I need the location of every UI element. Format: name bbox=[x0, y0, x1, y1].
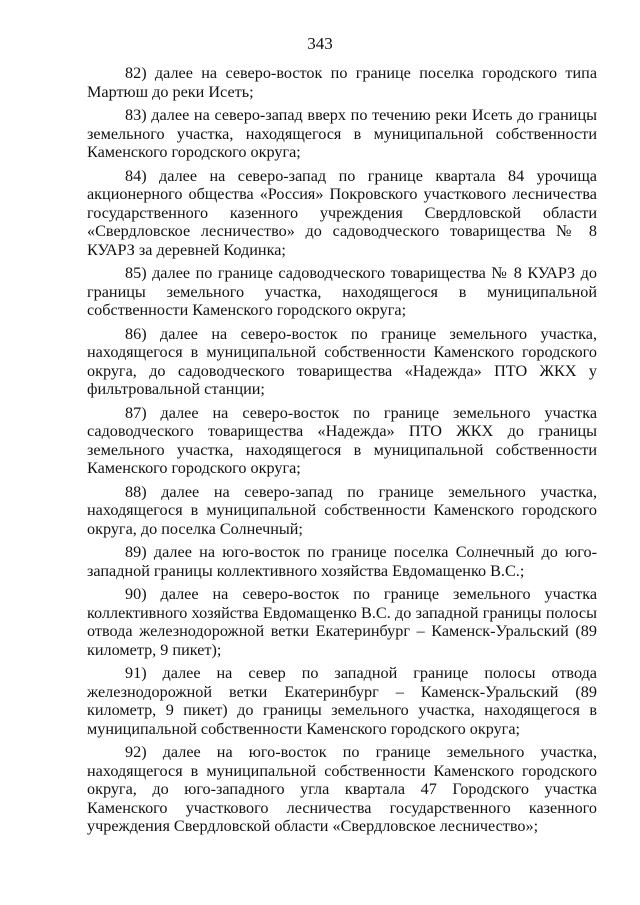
paragraph-91: 91) далее на север по западной границе полосы отвода железнодорожной ветки Екатеринбург – Каменск-Уральский (89 километр, 9 пикет) до границы земельного участка, находящегося в муниципальной собственности Каменского городского округа; bbox=[87, 664, 597, 738]
paragraph-89: 89) далее на юго-восток по границе поселка Солнечный до юго-западной границы коллективного хозяйства Евдомащенко В.С.; bbox=[87, 543, 597, 580]
paragraph-92: 92) далее на юго-восток по границе земельного участка, находящегося в муниципальной собственности Каменского городского округа, до юго-западного угла квартала 47 Городского участка Каменского участкового лесничества государственного казенного учреждения Свердловской области «Свердловское лесничество»; bbox=[87, 743, 597, 835]
paragraph-90: 90) далее на северо-восток по границе земельного участка коллективного хозяйства Евдомащенко В.С. до западной границы полосы отвода железнодорожной ветки Екатеринбург – Каменск-Уральский (89 километр, 9 пикет); bbox=[87, 585, 597, 659]
paragraph-82: 82) далее на северо-восток по границе поселка городского типа Мартюш до реки Исеть; bbox=[87, 64, 597, 101]
paragraph-85: 85) далее по границе садоводческого товарищества № 8 КУАРЗ до границы земельного участка, находящегося в муниципальной собственности Каменского городского округа; bbox=[87, 264, 597, 319]
document-body bbox=[87, 64, 597, 841]
paragraph-84: 84) далее на северо-запад по границе квартала 84 урочища акционерного общества «Россия» Покровского участкового лесничества государственного казенного учреждения Свердловской области «Свердловское лесничество» до садоводческого товарищества № 8 КУАРЗ за деревней Кодинка; bbox=[87, 166, 597, 259]
page-number: 343 bbox=[307, 34, 333, 53]
paragraph-86: 86) далее на северо-восток по границе земельного участка, находящегося в муниципальной собственности Каменского городского округа, до садоводческого товарищества «Надежда» ПТО ЖКХ у фильтровальной станции; bbox=[87, 324, 597, 398]
paragraph-87: 87) далее на северо-восток по границе земельного участка садоводческого товарищества «Надежда» ПТО ЖКХ до границы земельного участка, находящегося в муниципальной собственности Каменского городского округа; bbox=[87, 403, 597, 477]
paragraph-88: 88) далее на северо-запад по границе земельного участка, находящегося в муниципальной собственности Каменского городского округа, до поселка Солнечный; bbox=[87, 482, 597, 538]
paragraph-83: 83) далее на северо-запад вверх по течению реки Исеть до границы земельного участка, находящегося в муниципальной собственности Каменского городского округа; bbox=[87, 106, 597, 161]
